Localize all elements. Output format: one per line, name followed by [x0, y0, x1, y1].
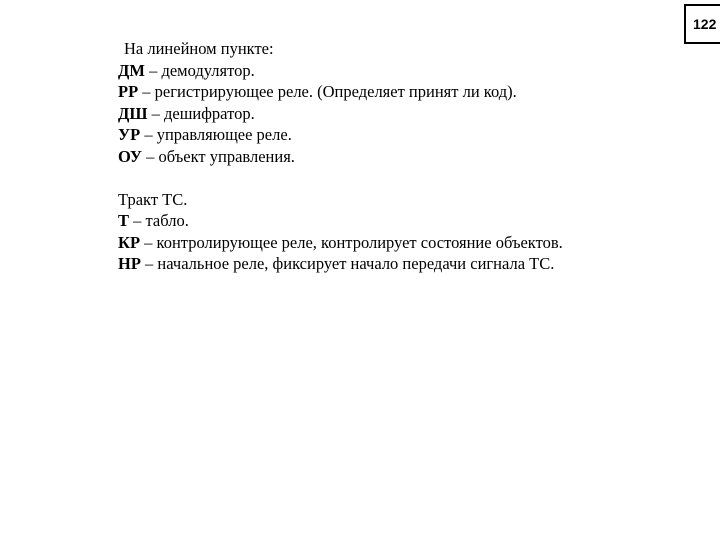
definition-text: – дешифратор. [147, 103, 255, 123]
definition-kr [118, 232, 698, 254]
definition-text: – регистрирующее реле. (Определяет принят ли код). [138, 82, 517, 101]
section-heading-line-point: На линейном пункте: [124, 39, 274, 58]
page-number: 122 [693, 16, 717, 32]
abbreviation: КР [118, 232, 141, 252]
definition-t [118, 210, 698, 232]
abbreviation: НР [118, 254, 141, 273]
document-body [118, 38, 698, 275]
definition-text: – контролирующее реле, контролирует состояние объектов. [140, 232, 563, 252]
definition-nr [118, 253, 698, 275]
definition-dm [118, 60, 698, 82]
definition-dsh [118, 103, 698, 125]
definition-text: – начальное реле, фиксирует начало передачи сигнала ТС. [140, 254, 555, 273]
abbreviation: ДШ [118, 103, 148, 123]
section-heading-ts-path: Тракт ТС. [118, 189, 188, 209]
abbreviation: ДМ [118, 60, 145, 80]
definition-text: – объект управления. [142, 146, 295, 166]
definition-rr [118, 81, 698, 103]
abbreviation: УР [118, 125, 141, 144]
definition-text: – демодулятор. [144, 60, 255, 80]
definition-text: – табло. [129, 211, 189, 230]
definition-text: – управляющее реле. [140, 125, 292, 144]
abbreviation: Т [118, 211, 130, 230]
definition-ou [118, 146, 698, 168]
section-spacer [118, 167, 698, 189]
abbreviation: РР [118, 82, 139, 101]
abbreviation: ОУ [118, 146, 143, 166]
definition-ur [118, 124, 698, 146]
